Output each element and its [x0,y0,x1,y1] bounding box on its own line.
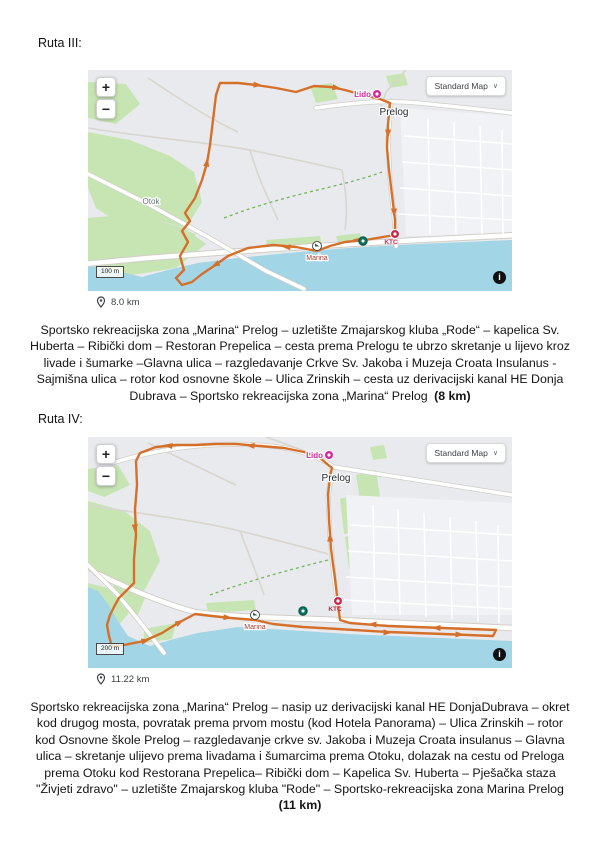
lido-marker-dot [375,92,378,95]
route4-distance-bold: (11 km) [278,798,322,812]
info-icon[interactable]: i [493,648,506,661]
location-pin-icon [96,296,106,308]
zoom-in-button[interactable]: + [96,444,116,464]
chevron-down-icon: ∨ [492,83,498,90]
zoom-out-button[interactable]: − [96,466,116,486]
route4-heading: Ruta IV: [38,412,83,426]
poi-marker-dot [362,240,365,243]
map-route4[interactable] [88,437,512,668]
route4-description [26,699,574,797]
map1-canvas [88,70,512,291]
scale-bar: 200 m [96,643,124,655]
route4-distance-value: 11.22 km [111,673,150,685]
ktc-marker-dot [336,599,339,602]
map2-canvas [88,437,512,668]
lido-label: Lido [354,90,371,99]
route3-distance-bold: (8 km) [434,388,471,403]
info-icon[interactable]: i [493,271,506,284]
ktc-label: KTC [328,606,342,613]
prelog-label: Prelog [379,107,409,118]
ktc-marker-dot [393,232,396,235]
map-type-selector[interactable] [426,76,506,96]
map-type-selector[interactable] [426,443,506,463]
map-route3[interactable] [88,70,512,291]
route4-description-text: Sportsko rekreacijska zona „Marina“ Prelog – nasip uz derivacijski kanal HE DonjaDubrava – okret kod drugog mosta, povratak prema prvom mostu (kod Hotela Panorama) – Ulica Zrinskih – rotor kod Osnovne škole Prelog – razgledavanje crkve sv. Jakoba i Muzeja Croata insulanus – Glavna ulica – skretanje ulijevo prema livadama i šumarcima prema Otoku, dolazak na cestu od Preloga prema Otoku kod Restorana Prepelica– Ribički dom – Kapelica Sv. Huberta – Pješačka staza "Živjeti zdravo" – uzletište Zmajarskog kluba "Rode" – Sportsko-rekreacijska zona Marina Prelog [30,700,570,797]
lido-marker-dot [327,453,330,456]
poi-marker-dot [302,610,305,613]
zoom-out-button[interactable]: − [96,99,116,119]
marina-label: Marina [244,624,266,631]
ktc-label: KTC [384,239,398,246]
zoom-in-button[interactable]: + [96,77,116,97]
scale-bar: 100 m [96,266,124,278]
route3-heading: Ruta III: [38,36,82,50]
marina-label: Marina [306,255,328,262]
prelog-label: Prelog [321,473,351,484]
route3-description [26,322,574,404]
otok-label: Otok [142,197,160,206]
route3-distance-row [96,296,140,308]
map-type-label: Standard Map [434,448,488,458]
route4-distance-row [96,673,149,685]
route3-description-text: Sportsko rekreacijska zona „Marina“ Prelog – uzletište Zmajarskog kluba „Rode“ – kapelica Sv. Huberta – Ribički dom – Restoran Prepelica – cesta prema Prelogu te ubrzo skretanje u lijevo kroz livade i šumarke –Glavna ulica – razgledavanje Crkve Sv. Jakoba i Muzeja Croata Insulanus - Sajmišna ulica – rotor kod osnovne škole – Ulica Zrinskih – cesta uz derivacijski kanal HE Donja Dubrava – Sportsko rekreacijska zona „Marina“ Prelog [30,323,570,403]
chevron-down-icon: ∨ [492,450,498,457]
lido-label: Lido [306,451,323,460]
location-pin-icon [96,673,106,685]
route3-distance-value: 8.0 km [111,296,140,308]
map-type-label: Standard Map [434,81,488,91]
urban-area [346,495,512,615]
